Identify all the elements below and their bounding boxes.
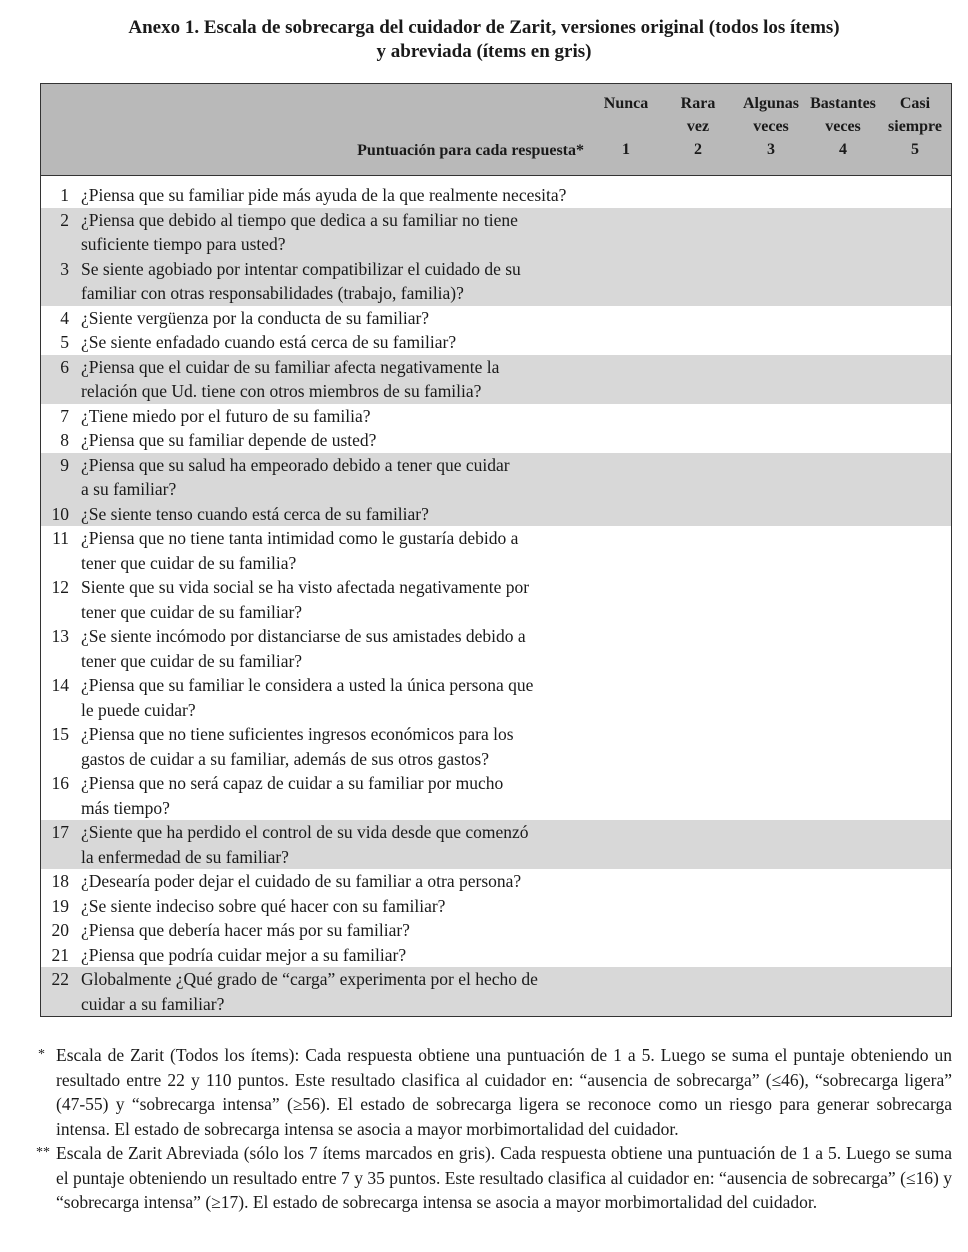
item-question-line: ¿Piensa que el cuidar de su familiar afecta negativamente la xyxy=(81,356,500,377)
item-question-line: ¿Tiene miedo por el futuro de su familia? xyxy=(81,405,371,426)
item-question xyxy=(81,943,606,968)
item-question-line: ¿Se siente tenso cuando está cerca de su familiar? xyxy=(81,503,429,524)
item-number: 5 xyxy=(60,332,69,352)
page-title: Anexo 1. Escala de sobrecarga del cuidador de Zarit, versiones original (todos los ítems) xyxy=(128,17,840,38)
item-question-line: ¿Siente que ha perdido el control de su vida desde que comenzó xyxy=(81,822,529,842)
table-row xyxy=(41,404,951,429)
item-number: 1 xyxy=(60,185,69,205)
item-question-line: ¿Siente vergüenza por la conducta de su familiar? xyxy=(81,307,430,328)
table-row xyxy=(41,869,951,894)
item-number: 19 xyxy=(51,895,69,916)
column-header-rara-vez xyxy=(669,92,727,161)
item-number: 3 xyxy=(60,258,69,279)
item-question-line: tener que cuidar de su familiar? xyxy=(81,650,303,671)
table-row xyxy=(41,183,951,208)
table-row xyxy=(41,453,951,502)
item-number: 20 xyxy=(51,920,69,940)
item-question-line: cuidar a su familiar? xyxy=(81,993,225,1014)
table-row xyxy=(41,502,951,527)
item-question xyxy=(81,918,606,943)
table-row xyxy=(41,306,951,331)
column-label: Algunas xyxy=(742,95,800,112)
item-question-line: ¿Piensa que su salud ha empeorado debido a tener que cuidar xyxy=(81,454,510,475)
item-question-line: más tiempo? xyxy=(81,797,170,818)
item-question xyxy=(81,183,606,208)
item-question-line: ¿Se siente enfadado cuando está cerca de su familiar? xyxy=(81,332,457,352)
item-question-line: tener que cuidar de su familiar? xyxy=(81,601,303,622)
item-number: 15 xyxy=(51,724,69,744)
item-number: 12 xyxy=(51,577,69,597)
column-score: 2 xyxy=(694,141,702,158)
item-number: 16 xyxy=(51,773,69,793)
table-row xyxy=(41,355,951,404)
column-score: 3 xyxy=(767,141,775,158)
column-score: 5 xyxy=(911,141,919,158)
item-question xyxy=(81,502,606,527)
item-question xyxy=(81,771,606,820)
table-row xyxy=(41,330,951,355)
item-number: 7 xyxy=(60,405,69,426)
footnote-mark: * xyxy=(38,1047,45,1062)
score-label: Puntuación para cada respuesta* xyxy=(357,142,584,159)
item-question-line: le puede cuidar? xyxy=(81,699,196,720)
column-label-2 xyxy=(599,115,653,138)
item-number: 14 xyxy=(51,675,69,695)
column-header-algunas-veces xyxy=(737,92,805,161)
item-number: 2 xyxy=(60,209,69,230)
table-row xyxy=(41,918,951,943)
column-header-bastantes-veces xyxy=(807,92,879,161)
item-number: 22 xyxy=(51,969,69,989)
item-number: 13 xyxy=(51,626,69,646)
column-label-2: veces xyxy=(825,118,861,135)
table-row xyxy=(41,967,951,1016)
item-number: 21 xyxy=(51,944,69,965)
item-question-line: ¿Piensa que no tiene tanta intimidad como le gustaría debido a xyxy=(81,528,519,548)
column-label: Rara xyxy=(680,95,716,112)
item-question xyxy=(81,820,606,869)
item-question-line: ¿Se siente incómodo por distanciarse de sus amistades debido a xyxy=(81,626,526,646)
item-question-line: ¿Piensa que su familiar pide más ayuda de la que realmente necesita? xyxy=(81,185,567,205)
column-label-2: vez xyxy=(686,118,710,135)
column-label: Bastantes xyxy=(810,95,876,112)
item-question xyxy=(81,967,606,1016)
item-question-line: ¿Piensa que su familiar depende de usted? xyxy=(81,430,377,450)
table-row xyxy=(41,208,951,257)
item-question xyxy=(81,894,606,919)
table-row xyxy=(41,943,951,968)
item-question xyxy=(81,722,606,771)
item-question-line: ¿Piensa que debido al tiempo que dedica a su familiar no tiene xyxy=(81,209,518,230)
column-score: 1 xyxy=(622,141,630,158)
column-label: Nunca xyxy=(603,95,649,112)
item-number: 4 xyxy=(60,307,69,328)
item-number: 17 xyxy=(51,822,69,842)
item-question xyxy=(81,330,606,355)
item-question-line: gastos de cuidar a su familiar, además de sus otros gastos? xyxy=(81,748,490,769)
column-label: Casi xyxy=(899,95,931,112)
table-row xyxy=(41,428,951,453)
item-question xyxy=(81,208,606,257)
item-question-line: ¿Piensa que podría cuidar mejor a su familiar? xyxy=(81,944,407,965)
item-question xyxy=(81,869,606,894)
item-question xyxy=(81,428,606,453)
item-question-line: la enfermedad de su familiar? xyxy=(81,846,289,867)
item-number: 6 xyxy=(60,356,69,377)
item-question xyxy=(81,624,606,673)
item-number: 11 xyxy=(52,528,69,548)
item-question-line: Se siente agobiado por intentar compatibilizar el cuidado de su xyxy=(81,258,521,279)
item-question-line: ¿Piensa que no tiene suficientes ingresos económicos para los xyxy=(81,724,514,744)
footnote-text: Escala de Zarit (Todos los ítems): Cada respuesta obtiene una puntuación de 1 a 5. Luego se suma el puntaje obteniendo un resultado entre 22 y 110 puntos. Este resultado clasifica al cuidador en: “ausencia de sobrecarga” (≤46), “sobrecarga ligera” (47-55) y “sobrecarga intensa” (≥56). El estado de sobrecarga ligera se reconoce como un riesgo para generar sobrecarga intensa. El estado de sobrecarga intensa se asocia a mayor morbimortalidad del cuidador. xyxy=(56,1045,952,1139)
table-row xyxy=(41,820,951,869)
item-question xyxy=(81,404,606,429)
item-question xyxy=(81,575,606,624)
footnote-text: Escala de Zarit Abreviada (sólo los 7 ítems marcados en gris). Cada respuesta obtiene una puntuación de 1 a 5. Luego se suma el puntaje obteniendo un resultado entre 7 y 35 puntos. Este resultado clasifica al cuidador en: “ausencia de sobrecarga” (≤16) y “sobrecarga intensa” (≥17). El estado de sobrecarga intensa se asocia a mayor morbimortalidad del cuidador. xyxy=(56,1143,952,1212)
item-number: 9 xyxy=(60,454,69,475)
page-subtitle: y abreviada (ítems en gris) xyxy=(376,41,592,62)
item-question xyxy=(81,306,606,331)
footnote-full-scale xyxy=(38,1043,952,1141)
footnote-mark: ** xyxy=(36,1145,50,1160)
item-question-line: ¿Piensa que no será capaz de cuidar a su familiar por mucho xyxy=(81,773,504,793)
table-row xyxy=(41,624,951,673)
table-row xyxy=(41,894,951,919)
table-row xyxy=(41,771,951,820)
item-question xyxy=(81,453,606,502)
zarit-table xyxy=(40,83,952,1017)
item-question xyxy=(81,257,606,306)
item-number: 18 xyxy=(51,871,69,891)
item-question-line: Siente que su vida social se ha visto afectada negativamente por xyxy=(81,577,530,597)
item-question-line: relación que Ud. tiene con otros miembros de su familia? xyxy=(81,381,482,401)
table-row xyxy=(41,673,951,722)
item-question xyxy=(81,526,606,575)
item-question-line: familiar con otras responsabilidades (trabajo, familia)? xyxy=(81,283,464,303)
column-score: 4 xyxy=(839,141,847,158)
item-number: 8 xyxy=(60,430,69,450)
item-question-line: ¿Se siente indeciso sobre qué hacer con su familiar? xyxy=(81,895,446,916)
table-row xyxy=(41,575,951,624)
item-question-line: ¿Desearía poder dejar el cuidado de su familiar a otra persona? xyxy=(81,871,522,891)
item-question xyxy=(81,355,606,404)
item-question-line: a su familiar? xyxy=(81,479,177,499)
table-row xyxy=(41,257,951,306)
column-label-2: siempre xyxy=(888,118,942,135)
item-question-line: ¿Piensa que debería hacer más por su familiar? xyxy=(81,920,410,940)
item-number: 10 xyxy=(51,503,69,524)
footnote-short-scale xyxy=(36,1141,952,1215)
table-row xyxy=(41,722,951,771)
item-question-line: ¿Piensa que su familiar le considera a usted la única persona que xyxy=(81,675,534,695)
table-header xyxy=(41,84,951,176)
item-question-line: Globalmente ¿Qué grado de “carga” experimenta por el hecho de xyxy=(81,969,538,989)
column-header-casi-siempre xyxy=(883,92,947,161)
item-question-line: tener que cuidar de su familia? xyxy=(81,552,297,573)
item-question-line: suficiente tiempo para usted? xyxy=(81,234,286,254)
item-question xyxy=(81,673,606,722)
table-row xyxy=(41,526,951,575)
column-label-2: veces xyxy=(753,118,789,135)
column-header-nunca xyxy=(599,92,653,161)
